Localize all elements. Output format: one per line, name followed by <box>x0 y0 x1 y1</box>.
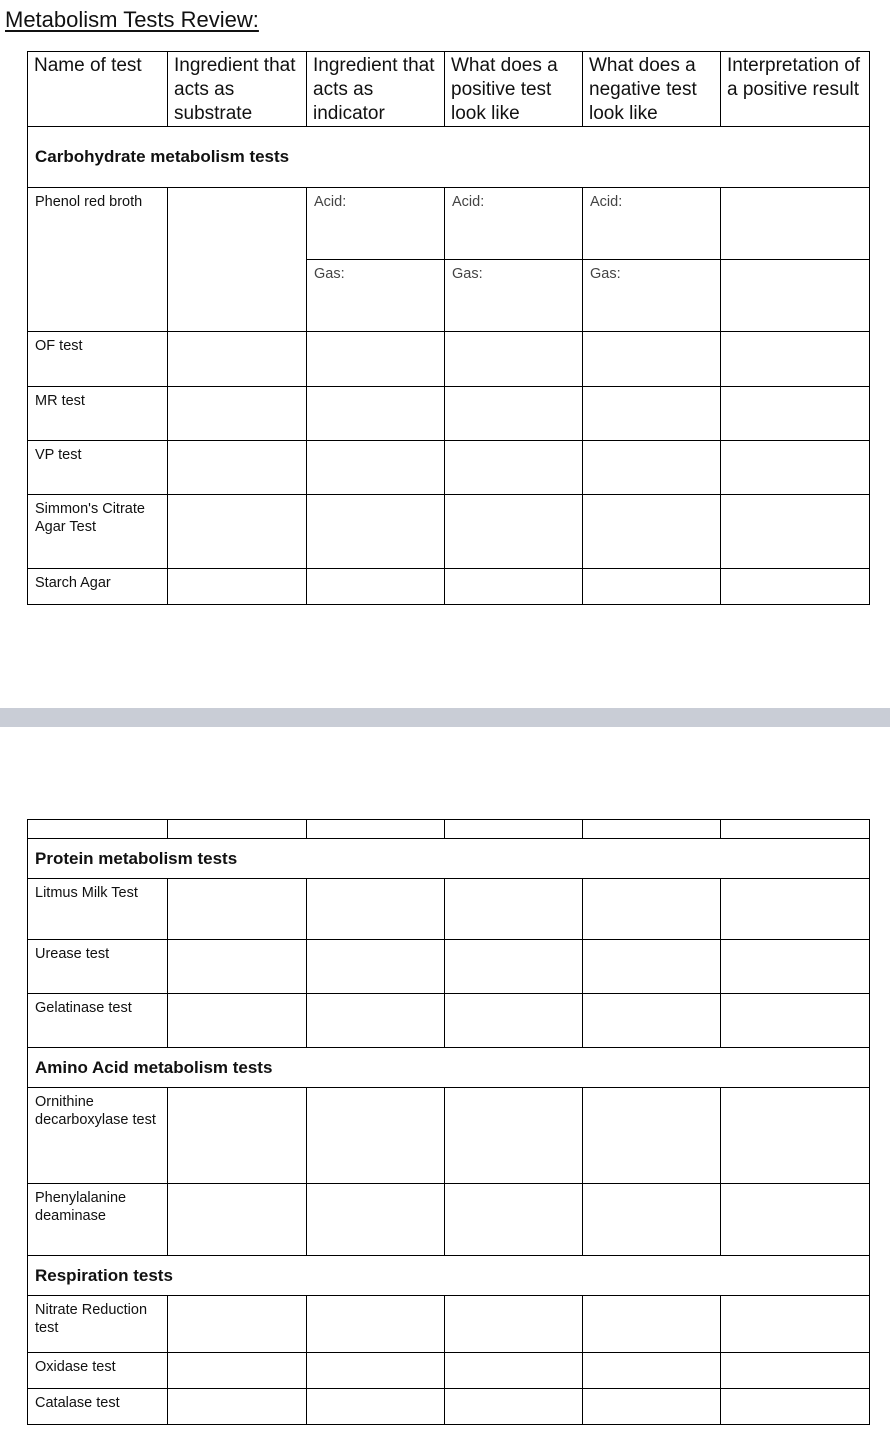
table-row <box>28 441 870 495</box>
continued-header-row <box>28 820 870 839</box>
test-name-oxidase: Oxidase test <box>28 1353 168 1389</box>
answer-cell[interactable] <box>583 994 721 1048</box>
header-negative-test: What does a negative test look like <box>583 52 721 127</box>
test-name-simmons-citrate: Simmon's Citrate Agar Test <box>28 495 168 569</box>
answer-cell[interactable] <box>168 1088 307 1184</box>
answer-cell[interactable] <box>583 441 721 495</box>
empty-cell <box>307 820 445 839</box>
section-carbohydrate: Carbohydrate metabolism tests <box>28 127 870 188</box>
table-row <box>28 332 870 387</box>
answer-cell[interactable] <box>168 569 307 605</box>
answer-cell[interactable] <box>168 1296 307 1353</box>
answer-cell[interactable] <box>445 1389 583 1425</box>
answer-cell[interactable] <box>445 569 583 605</box>
page-break-band <box>0 708 890 727</box>
answer-cell[interactable] <box>583 1353 721 1389</box>
answer-cell[interactable] <box>168 1389 307 1425</box>
answer-cell[interactable] <box>583 332 721 387</box>
metabolism-table-page-2 <box>27 819 870 1425</box>
answer-cell[interactable] <box>168 188 307 332</box>
test-name-phenol-red: Phenol red broth <box>28 188 168 332</box>
answer-cell[interactable] <box>583 1389 721 1425</box>
answer-cell[interactable] <box>168 994 307 1048</box>
answer-cell[interactable] <box>168 1184 307 1256</box>
answer-cell[interactable] <box>721 495 870 569</box>
table-row <box>28 495 870 569</box>
table-row <box>28 569 870 605</box>
section-row <box>28 839 870 879</box>
positive-acid-cell[interactable]: Acid: <box>445 188 583 260</box>
answer-cell[interactable] <box>307 1296 445 1353</box>
answer-cell[interactable] <box>445 332 583 387</box>
page-title: Metabolism Tests Review: <box>5 7 259 32</box>
section-row <box>28 1048 870 1088</box>
indicator-acid-cell[interactable]: Acid: <box>307 188 445 260</box>
header-interpretation: Interpretation of a positive result <box>721 52 870 127</box>
answer-cell[interactable] <box>307 387 445 441</box>
answer-cell[interactable] <box>583 387 721 441</box>
section-respiration: Respiration tests <box>28 1256 870 1296</box>
answer-cell[interactable] <box>721 1296 870 1353</box>
test-name-vp-test: VP test <box>28 441 168 495</box>
answer-cell[interactable] <box>168 1353 307 1389</box>
answer-cell[interactable] <box>721 332 870 387</box>
test-name-catalase: Catalase test <box>28 1389 168 1425</box>
positive-gas-cell[interactable]: Gas: <box>445 260 583 332</box>
answer-cell[interactable] <box>721 441 870 495</box>
empty-cell <box>583 820 721 839</box>
answer-cell[interactable] <box>583 1184 721 1256</box>
answer-cell[interactable] <box>721 994 870 1048</box>
answer-cell[interactable] <box>307 1088 445 1184</box>
answer-cell[interactable] <box>307 879 445 940</box>
negative-acid-cell[interactable]: Acid: <box>583 188 721 260</box>
answer-cell[interactable] <box>168 441 307 495</box>
answer-cell[interactable] <box>307 1184 445 1256</box>
test-name-of-test: OF test <box>28 332 168 387</box>
answer-cell[interactable] <box>445 495 583 569</box>
answer-cell[interactable] <box>583 495 721 569</box>
table-row <box>28 994 870 1048</box>
indicator-gas-cell[interactable]: Gas: <box>307 260 445 332</box>
answer-cell[interactable] <box>445 1088 583 1184</box>
answer-cell[interactable] <box>307 1353 445 1389</box>
answer-cell[interactable] <box>445 879 583 940</box>
answer-cell[interactable] <box>583 1296 721 1353</box>
table-row <box>28 1389 870 1425</box>
test-name-mr-test: MR test <box>28 387 168 441</box>
answer-cell[interactable] <box>445 1353 583 1389</box>
test-name-ornithine: Ornithine decarboxylase test <box>28 1088 168 1184</box>
answer-cell[interactable] <box>721 1088 870 1184</box>
test-name-nitrate-reduction: Nitrate Reduction test <box>28 1296 168 1353</box>
answer-cell[interactable] <box>721 569 870 605</box>
answer-cell[interactable] <box>721 1353 870 1389</box>
answer-cell[interactable] <box>721 387 870 441</box>
table-row <box>28 387 870 441</box>
answer-cell[interactable] <box>445 387 583 441</box>
answer-cell[interactable] <box>583 879 721 940</box>
answer-cell[interactable] <box>721 1184 870 1256</box>
table-row <box>28 879 870 940</box>
table-row <box>28 188 870 260</box>
answer-cell[interactable] <box>168 332 307 387</box>
header-row <box>28 52 870 127</box>
test-name-gelatinase: Gelatinase test <box>28 994 168 1048</box>
answer-cell[interactable] <box>445 940 583 994</box>
section-amino-acid: Amino Acid metabolism tests <box>28 1048 870 1088</box>
test-name-phenylalanine: Phenylalanine deaminase <box>28 1184 168 1256</box>
answer-cell[interactable] <box>721 188 870 260</box>
answer-cell[interactable] <box>721 879 870 940</box>
empty-cell <box>721 820 870 839</box>
section-row <box>28 127 870 188</box>
answer-cell[interactable] <box>445 1184 583 1256</box>
answer-cell[interactable] <box>721 260 870 332</box>
answer-cell[interactable] <box>307 441 445 495</box>
negative-gas-cell[interactable]: Gas: <box>583 260 721 332</box>
header-name-of-test: Name of test <box>28 52 168 127</box>
section-protein: Protein metabolism tests <box>28 839 870 879</box>
answer-cell[interactable] <box>445 994 583 1048</box>
table-row <box>28 1088 870 1184</box>
answer-cell[interactable] <box>307 994 445 1048</box>
answer-cell[interactable] <box>307 495 445 569</box>
empty-cell <box>28 820 168 839</box>
empty-cell <box>168 820 307 839</box>
answer-cell[interactable] <box>168 495 307 569</box>
answer-cell[interactable] <box>168 387 307 441</box>
answer-cell[interactable] <box>583 569 721 605</box>
empty-cell <box>445 820 583 839</box>
answer-cell[interactable] <box>307 1389 445 1425</box>
answer-cell[interactable] <box>445 441 583 495</box>
test-name-litmus-milk: Litmus Milk Test <box>28 879 168 940</box>
header-substrate: Ingredient that acts as substrate <box>168 52 307 127</box>
answer-cell[interactable] <box>583 940 721 994</box>
answer-cell[interactable] <box>307 332 445 387</box>
answer-cell[interactable] <box>583 1088 721 1184</box>
table-row <box>28 1353 870 1389</box>
table-row <box>28 1184 870 1256</box>
answer-cell[interactable] <box>721 1389 870 1425</box>
test-name-starch-agar: Starch Agar <box>28 569 168 605</box>
section-row <box>28 1256 870 1296</box>
answer-cell[interactable] <box>168 940 307 994</box>
header-indicator: Ingredient that acts as indicator <box>307 52 445 127</box>
header-positive-test: What does a positive test look like <box>445 52 583 127</box>
test-name-urease: Urease test <box>28 940 168 994</box>
answer-cell[interactable] <box>445 1296 583 1353</box>
answer-cell[interactable] <box>168 879 307 940</box>
table-row <box>28 1296 870 1353</box>
metabolism-table-page-1 <box>27 51 870 605</box>
answer-cell[interactable] <box>307 940 445 994</box>
answer-cell[interactable] <box>721 940 870 994</box>
answer-cell[interactable] <box>307 569 445 605</box>
table-row <box>28 940 870 994</box>
